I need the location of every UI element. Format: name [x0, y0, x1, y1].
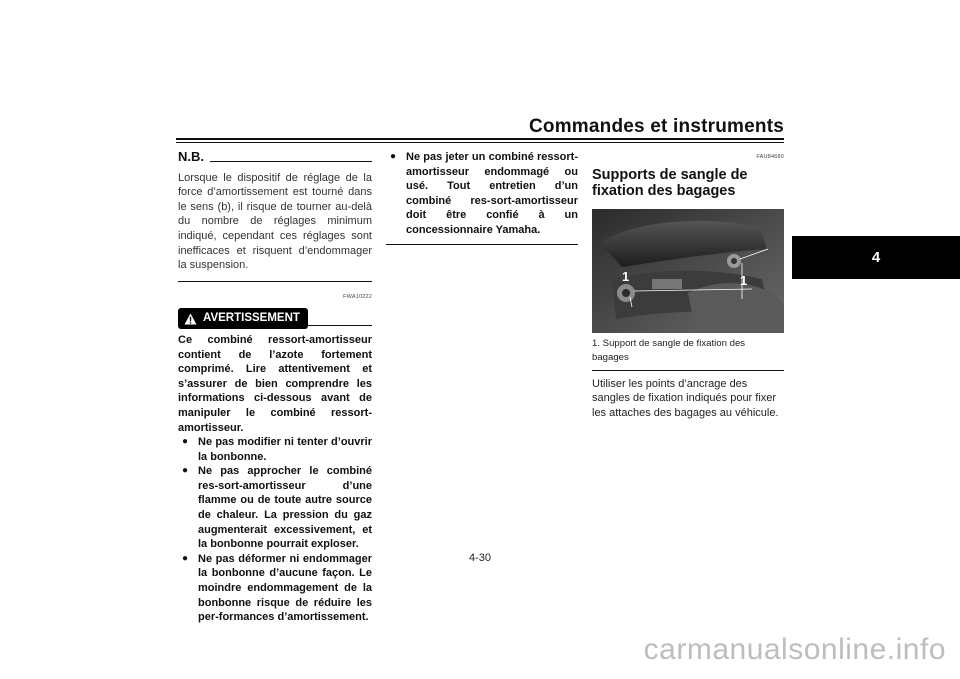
bullet-text: Ne pas déformer ni endommager la bonbonne d’aucune façon. Le moindre endommagement de la bonbonne risque de réduire les per-formances d’amortissement.: [198, 552, 372, 624]
warning-code: FWA10222: [343, 293, 372, 300]
section-title: Supports de sangle de fixation des bagages: [592, 166, 748, 199]
page-number: 4-30: [468, 552, 492, 564]
chapter-tab[interactable]: 4: [792, 236, 960, 279]
bullet-text: Ne pas modifier ni tenter d’ouvrir la bonbonne.: [198, 436, 372, 463]
nb-end-rule: [178, 281, 372, 282]
bullet-icon: ●: [390, 151, 397, 162]
section-code: FAU84680: [756, 154, 784, 160]
header-rule-thin: [176, 142, 784, 143]
warning-triangle-icon: [184, 313, 197, 325]
warning-end-rule: [386, 244, 578, 245]
bullet-icon: ●: [182, 436, 189, 448]
watermark: carmanualsonline.info: [643, 633, 946, 666]
photo-callout-1: 1: [740, 273, 748, 288]
bullet-text: Ne pas jeter un combiné ressort-amortisseur endommagé ou usé. Tout entretien d’un combiné res-sort-amortisseur doit être confié à un concessionnaire Yamaha.: [406, 151, 578, 236]
luggage-strap-holder-photo: [592, 209, 784, 333]
warning-heading: [178, 308, 372, 329]
right-column: [592, 150, 784, 421]
warning-text: Ce combiné ressort-amortisseur contient de l’azote fortement comprimé. Lire attentivement et s’assurer de bien comprendre les informations ci-dessous avant de manipuler le combiné ressort-amortisseur.: [178, 333, 372, 434]
section-body: Utiliser les points d’ancrage des sangles de fixation indiqués pour fixer les attaches des bagages au véhicule.: [592, 377, 779, 419]
warning-bullet-list: [178, 435, 372, 625]
bullet-icon: ●: [182, 465, 189, 477]
nb-divider: [210, 161, 372, 162]
warning-divider: [308, 325, 372, 326]
page-header-title: Commandes et instruments: [528, 116, 784, 137]
warning-label: AVERTISSEMENT: [203, 312, 300, 325]
nb-text: Lorsque le dispositif de réglage de la force d’amortissement est tourné dans le sens (b), il risque de tourner au-delà du nombre de réglages minimum indiqué, cependant ces réglages sont inefficaces et risquent d’endommager la suspension.: [178, 171, 372, 272]
bullet-text: Ne pas approcher le combiné res-sort-amortisseur d’une flamme ou de toute autre source de chaleur. La pression du gaz augmenterait excessivement, et la bonbonne pourrait exploser.: [198, 465, 372, 551]
middle-bullet-list: [386, 150, 578, 238]
photo-caption: 1. Support de sangle de fixation des bagages: [592, 337, 746, 364]
warning-badge: [178, 308, 308, 329]
header-rule: [176, 138, 784, 140]
caption-rule: [592, 370, 784, 371]
nb-title: N.B.: [178, 149, 204, 164]
photo-callout-2: 1: [622, 269, 630, 284]
bullet-icon: ●: [182, 552, 189, 564]
list-item: [182, 464, 372, 552]
nb-heading: [178, 150, 372, 165]
middle-column: [386, 150, 578, 253]
list-item: [182, 435, 372, 464]
list-item: [390, 150, 578, 238]
